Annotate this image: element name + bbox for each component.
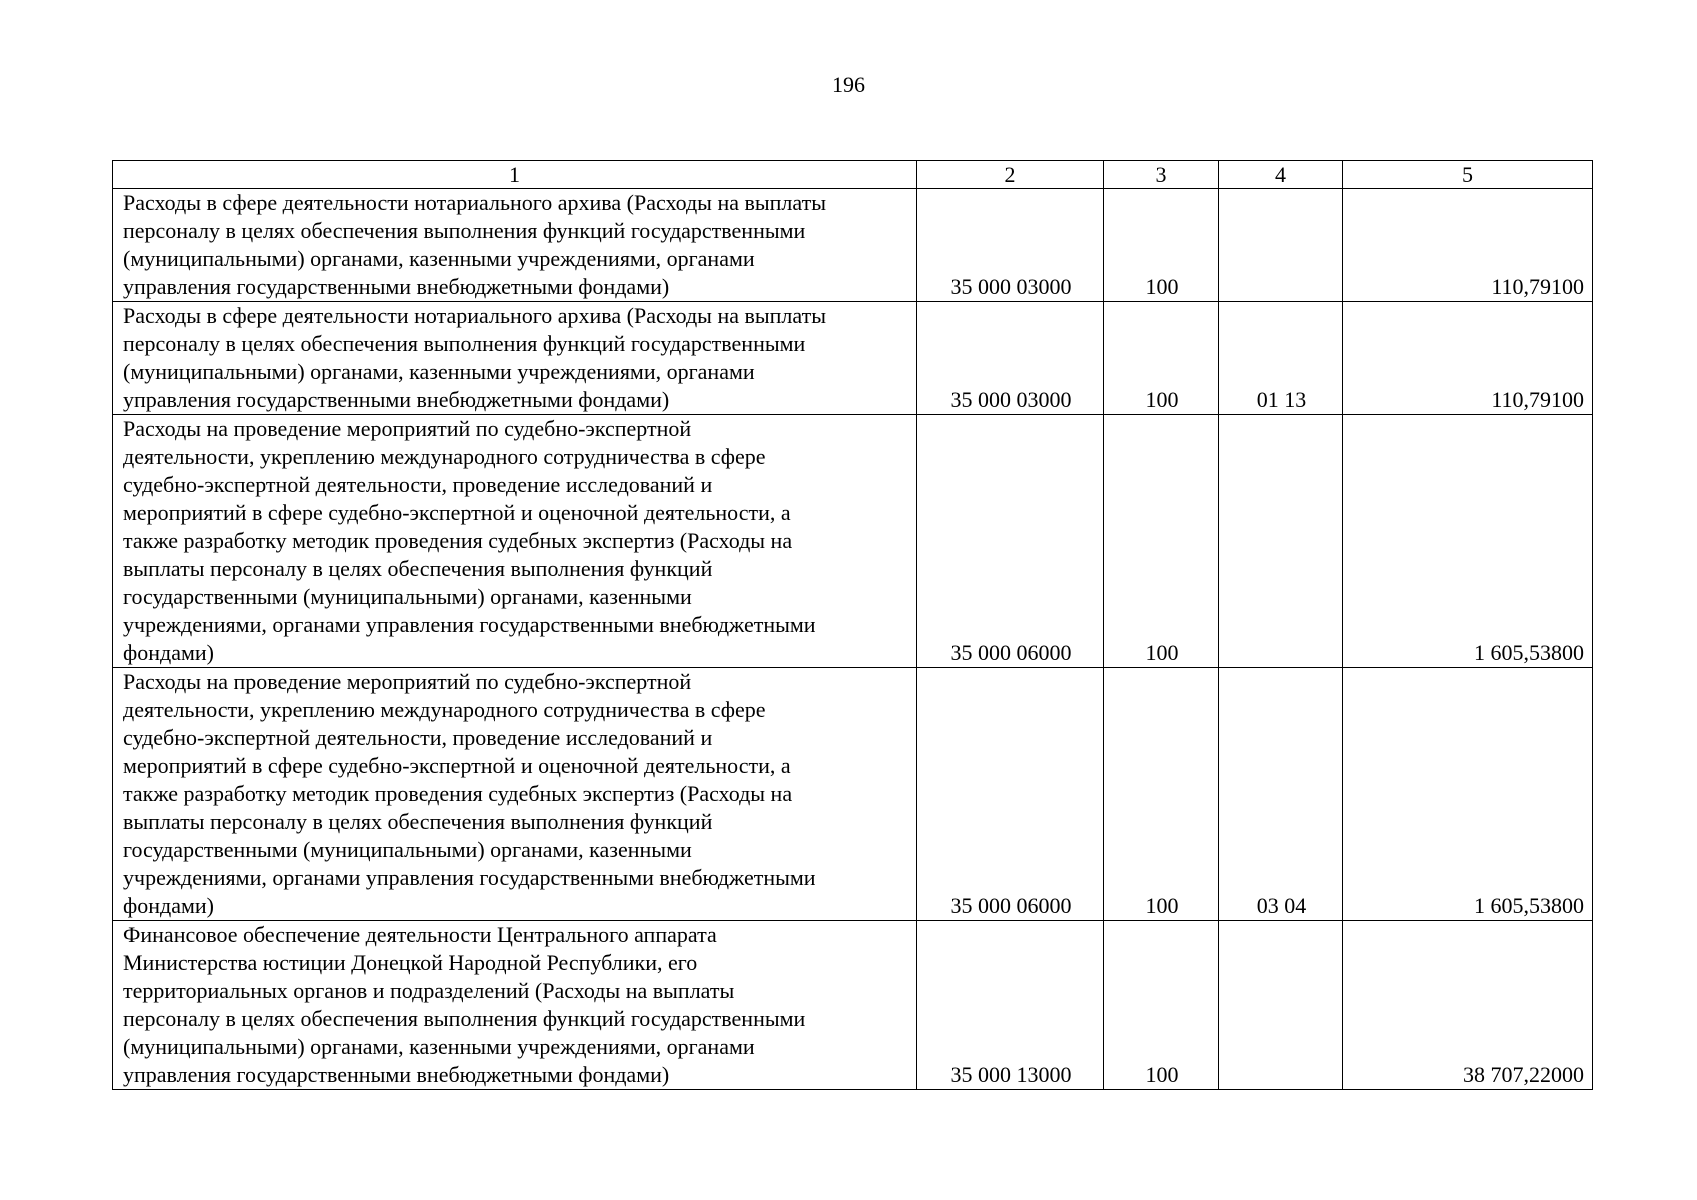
expense-name-line: Расходы в сфере деятельности нотариального архива (Расходы на выплаты (123, 190, 827, 215)
table-row (113, 415, 1593, 668)
expense-name-line: судебно-экспертной деятельности, проведение исследований и (123, 725, 713, 750)
table-row (113, 921, 1593, 1090)
section-subsection-cell: 01 13 (1219, 302, 1343, 415)
target-article-cell: 35 000 13000 (917, 921, 1104, 1090)
expense-type-cell: 100 (1104, 302, 1219, 415)
expense-name-line: персоналу в целях обеспечения выполнения функций государственными (123, 331, 806, 356)
section-subsection-cell (1219, 921, 1343, 1090)
expense-name-line: (муниципальными) органами, казенными учреждениями, органами (123, 359, 755, 384)
expense-type-cell: 100 (1104, 189, 1219, 302)
expense-name-line: выплаты персоналу в целях обеспечения выполнения функций (123, 556, 713, 581)
header-col-3: 3 (1104, 161, 1219, 189)
expense-name-line: Расходы на проведение мероприятий по судебно-экспертной (123, 669, 692, 694)
expense-name-line: (муниципальными) органами, казенными учреждениями, органами (123, 1034, 755, 1059)
section-subsection-cell (1219, 189, 1343, 302)
expense-name-cell (113, 668, 917, 921)
target-article-cell: 35 000 06000 (917, 415, 1104, 668)
amount-cell: 110,79100 (1343, 189, 1593, 302)
header-col-4: 4 (1219, 161, 1343, 189)
expense-type-cell: 100 (1104, 668, 1219, 921)
expense-name-line: также разработку методик проведения судебных экспертиз (Расходы на (123, 781, 793, 806)
expense-name-line: также разработку методик проведения судебных экспертиз (Расходы на (123, 528, 793, 553)
budget-table (112, 160, 1593, 1090)
section-subsection-cell: 03 04 (1219, 668, 1343, 921)
expense-name-line: деятельности, укреплению международного сотрудничества в сфере (123, 444, 766, 469)
table-row (113, 668, 1593, 921)
expense-name-line: Расходы в сфере деятельности нотариального архива (Расходы на выплаты (123, 303, 827, 328)
target-article-cell: 35 000 03000 (917, 302, 1104, 415)
expense-name-line: мероприятий в сфере судебно-экспертной и оценочной деятельности, а (123, 500, 791, 525)
expense-name-line: фондами) (123, 893, 215, 918)
expense-name-line: мероприятий в сфере судебно-экспертной и оценочной деятельности, а (123, 753, 791, 778)
expense-name-line: государственными (муниципальными) органами, казенными (123, 584, 692, 609)
table-header (113, 161, 1593, 189)
expense-name-line: Финансовое обеспечение деятельности Центрального аппарата (123, 922, 717, 947)
expense-name-line: Расходы на проведение мероприятий по судебно-экспертной (123, 416, 692, 441)
amount-cell: 1 605,53800 (1343, 668, 1593, 921)
expense-name-line: управления государственными внебюджетными фондами) (123, 1062, 670, 1087)
header-col-1: 1 (113, 161, 917, 189)
expense-name-line: управления государственными внебюджетными фондами) (123, 387, 670, 412)
expense-name-cell (113, 921, 917, 1090)
amount-cell: 1 605,53800 (1343, 415, 1593, 668)
section-subsection-cell (1219, 415, 1343, 668)
expense-name-line: управления государственными внебюджетными фондами) (123, 274, 670, 299)
expense-name-cell (113, 415, 917, 668)
table-row (113, 302, 1593, 415)
expense-type-cell: 100 (1104, 921, 1219, 1090)
expense-name-line: деятельности, укреплению международного сотрудничества в сфере (123, 697, 766, 722)
table-row (113, 189, 1593, 302)
header-col-2: 2 (917, 161, 1104, 189)
target-article-cell: 35 000 06000 (917, 668, 1104, 921)
amount-cell: 38 707,22000 (1343, 921, 1593, 1090)
expense-name-line: судебно-экспертной деятельности, проведение исследований и (123, 472, 713, 497)
expense-name-cell (113, 302, 917, 415)
amount-cell: 110,79100 (1343, 302, 1593, 415)
expense-name-cell (113, 189, 917, 302)
expense-name-line: выплаты персоналу в целях обеспечения выполнения функций (123, 809, 713, 834)
expense-name-line: государственными (муниципальными) органами, казенными (123, 837, 692, 862)
table-body (113, 189, 1593, 1090)
expense-name-line: Министерства юстиции Донецкой Народной Республики, его (123, 950, 698, 975)
expense-name-line: учреждениями, органами управления государственными внебюджетными (123, 612, 816, 637)
expense-name-line: фондами) (123, 640, 215, 665)
target-article-cell: 35 000 03000 (917, 189, 1104, 302)
expense-name-line: (муниципальными) органами, казенными учреждениями, органами (123, 246, 755, 271)
expense-name-line: учреждениями, органами управления государственными внебюджетными (123, 865, 816, 890)
expense-type-cell: 100 (1104, 415, 1219, 668)
page-number: 196 (832, 72, 865, 97)
expense-name-line: персоналу в целях обеспечения выполнения функций государственными (123, 1006, 806, 1031)
header-row (113, 161, 1593, 189)
expense-name-line: персоналу в целях обеспечения выполнения функций государственными (123, 218, 806, 243)
expense-name-line: территориальных органов и подразделений (Расходы на выплаты (123, 978, 735, 1003)
header-col-5: 5 (1343, 161, 1593, 189)
